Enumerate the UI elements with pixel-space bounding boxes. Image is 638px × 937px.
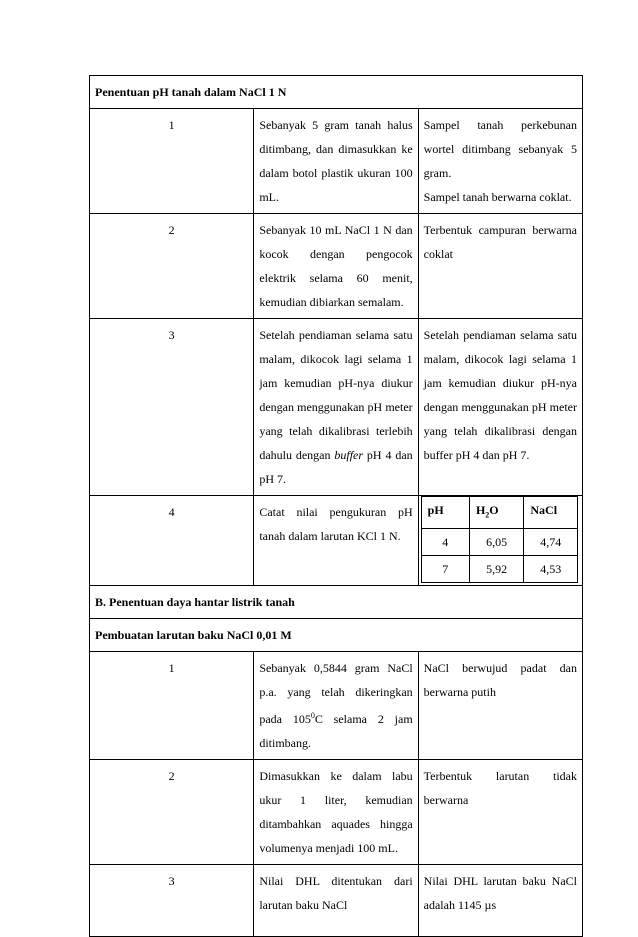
table-row	[90, 496, 583, 586]
subsection-header-row	[90, 619, 583, 652]
observation	[418, 496, 582, 586]
observation-line: Sampel tanah berwarna coklat.	[423, 190, 572, 204]
h2o-header-text: H	[475, 503, 486, 517]
procedure-step: Dimasukkan ke dalam labu ukur 1 liter, kemudian ditambahkan aquades hingga volumenya menjadi 100 mL.	[254, 760, 418, 865]
procedure-step: Nilai DHL ditentukan dari larutan baku NaCl	[254, 865, 418, 937]
section-header-row	[90, 586, 583, 619]
step-italic-text: buffer	[334, 448, 364, 462]
h2o-value: 5,92	[469, 556, 523, 583]
table-row	[90, 865, 583, 937]
row-number: 3	[90, 865, 254, 937]
ph-value: 7	[421, 556, 469, 583]
procedure-table	[89, 75, 583, 937]
row-number: 2	[90, 214, 254, 319]
section-title: B. Penentuan daya hantar listrik tanah	[90, 586, 583, 619]
procedure-step: Sebanyak 10 mL NaCl 1 N dan kocok dengan pengocok elektrik selama 60 menit, kemudian dibiarkan semalam.	[254, 214, 418, 319]
h2o-header-text: O	[489, 503, 499, 517]
section-header-row	[90, 76, 583, 109]
step-text: Sebanyak 0,5844 gram NaCl p.a. yang telah dikeringkan pada 105	[259, 661, 413, 727]
degree-superscript: 0	[310, 711, 315, 721]
ph-table-header-row	[421, 497, 577, 529]
table-row	[90, 109, 583, 214]
observation-line: Sampel tanah perkebunan wortel ditimbang sebanyak 5 gram.	[423, 118, 577, 180]
procedure-step: Sebanyak 5 gram tanah halus ditimbang, dan dimasukkan ke dalam botol plastik ukuran 100 mL.	[254, 109, 418, 214]
row-number: 4	[90, 496, 254, 586]
step-text: Setelah pendiaman selama satu malam, dikocok lagi selama 1 jam kemudian pH-nya diukur dengan menggunakan pH meter yang telah dikalibrasi terlebih dahulu dengan	[259, 328, 413, 462]
nacl-header: NaCl	[524, 497, 578, 529]
ph-table-row	[421, 529, 577, 556]
observation: Nilai DHL larutan baku NaCl adalah 1145 µs	[418, 865, 582, 937]
h2o-header	[469, 497, 523, 529]
procedure-step: Catat nilai pengukuran pH tanah dalam larutan KCl 1 N.	[254, 496, 418, 586]
row-number: 2	[90, 760, 254, 865]
step-text: pH 4 dan pH 7.	[259, 448, 413, 486]
table-row	[90, 214, 583, 319]
section-title: Penentuan pH tanah dalam NaCl 1 N	[90, 76, 583, 109]
row-number: 3	[90, 319, 254, 496]
ph-header: pH	[421, 497, 469, 529]
nacl-value: 4,74	[524, 529, 578, 556]
nacl-value: 4,53	[524, 556, 578, 583]
ph-table-row	[421, 556, 577, 583]
subsection-title: Pembuatan larutan baku NaCl 0,01 M	[90, 619, 583, 652]
table-row	[90, 319, 583, 496]
h2o-value: 6,05	[469, 529, 523, 556]
observation: Terbentuk larutan tidak berwarna	[418, 760, 582, 865]
observation	[418, 109, 582, 214]
observation: Terbentuk campuran berwarna coklat	[418, 214, 582, 319]
h2o-header-subscript: 2	[485, 510, 490, 520]
table-row	[90, 652, 583, 760]
procedure-step	[254, 652, 418, 760]
row-number: 1	[90, 652, 254, 760]
procedure-step	[254, 319, 418, 496]
observation: NaCl berwujud padat dan berwarna putih	[418, 652, 582, 760]
observation: Setelah pendiaman selama satu malam, dikocok lagi selama 1 jam kemudian diukur pH-nya dengan menggunakan pH meter yang telah dikalibrasi dengan buffer pH 4 dan pH 7.	[418, 319, 582, 496]
ph-value: 4	[421, 529, 469, 556]
document-page	[89, 75, 583, 937]
row-number: 1	[90, 109, 254, 214]
step-text: C selama 2 jam ditimbang.	[259, 712, 413, 751]
ph-result-table	[421, 496, 578, 583]
table-row	[90, 760, 583, 865]
